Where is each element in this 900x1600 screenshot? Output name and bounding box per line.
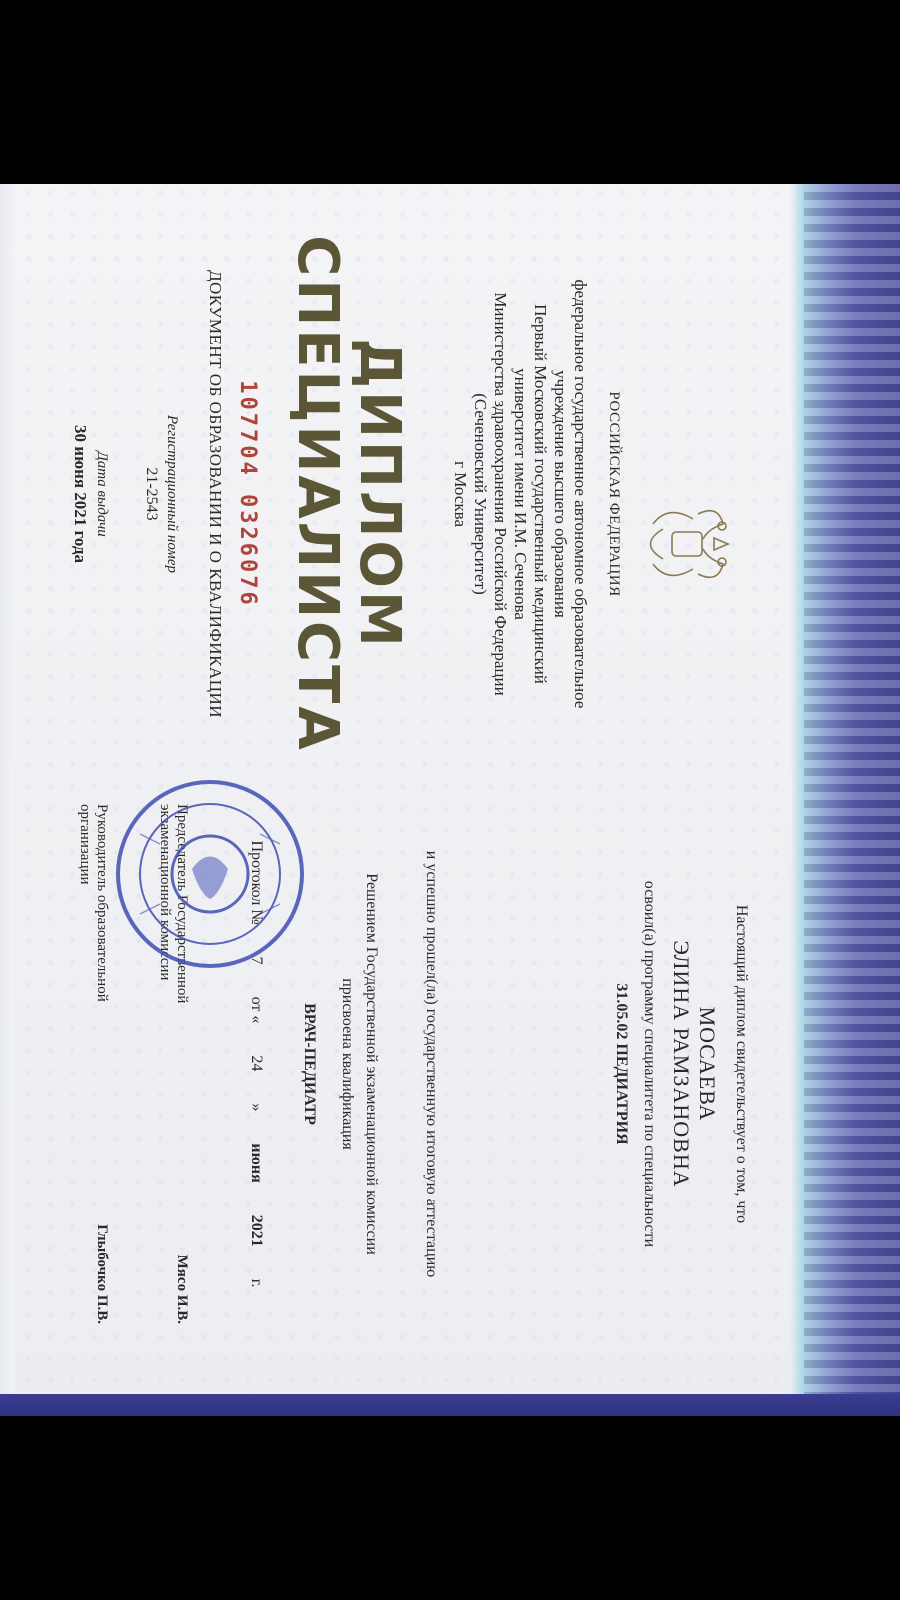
title-line: СПЕЦИАЛИСТА [285, 235, 350, 753]
protocol-label: Протокол № [248, 840, 265, 925]
title-line: ДИПЛОМ [347, 338, 412, 650]
protocol-number: 7 [248, 956, 265, 965]
organization-name [450, 224, 590, 764]
ribbon-edge [790, 184, 804, 1416]
document-type: ДОКУМЕНТ ОБ ОБРАЗОВАНИИ И О КВАЛИФИКАЦИИ [206, 269, 225, 719]
close-quote: » [248, 1103, 265, 1112]
protocol-month: июня [248, 1143, 265, 1183]
issue-date-label: Дата выдачи [94, 451, 110, 537]
program-text: освоил(а) программу специалитета по специальности [641, 880, 658, 1248]
cover-band [0, 1394, 900, 1416]
qualification: ВРАЧ-ПЕДИАТР [301, 1003, 318, 1125]
signature-label: Председатель Государственной экзаменационной комиссии [157, 804, 190, 1004]
intro-text: Настоящий диплом свидетельствует о том, что [733, 904, 750, 1224]
registration-number: 21-2543 [143, 467, 160, 521]
coat-of-arms-icon [628, 484, 748, 604]
org-line: федеральное государственное автономное образовательное [571, 279, 590, 709]
org-line: г Москва [451, 461, 470, 527]
issue-date: 30 июня 2021 года [71, 425, 90, 563]
specialty: 31.05.02 ПЕДИАТРИЯ [613, 983, 630, 1145]
country-name: РОССИЙСКАЯ ФЕДЕРАЦИЯ [606, 391, 622, 597]
org-line: учреждение высшего образования [551, 370, 570, 618]
from-label: от « [248, 996, 265, 1024]
org-line: (Сеченовский Университет) [471, 393, 490, 595]
year-suffix: г. [248, 1278, 265, 1288]
org-line: Министерства здравоохранения Российской Федерации [491, 292, 510, 696]
signature-rector [76, 804, 110, 1324]
decision-text-2: присвоена квалификация [339, 978, 356, 1150]
signature-name: Мясо И.В. [174, 1254, 190, 1324]
official-stamp-icon [110, 774, 310, 974]
decision-text: Решением Государственной экзаменационной комиссии [363, 873, 380, 1255]
signature-name: Глыбочко П.В. [94, 1224, 110, 1324]
registration-label: Регистрационный номер [164, 414, 180, 573]
attestation-text: и успешно прошел(ла) государственную итоговую аттестацию [423, 850, 440, 1278]
graduate-last-name: МОСАЕВА [695, 1006, 720, 1122]
graduate-first-name: ЭЛИНА РАМЗАНОВНА [669, 940, 694, 1188]
diploma-photo [0, 184, 900, 1416]
decorative-ribbon [804, 184, 900, 1416]
protocol-year: 2021 [248, 1214, 265, 1247]
org-line: университет имени И.М. Сеченова [511, 368, 530, 620]
org-line: Первый Московский государственный медицинский [531, 304, 550, 684]
serial-number: 107704 0326076 [235, 380, 260, 608]
signature-label: Руководитель образовательной организации [77, 804, 110, 1002]
protocol-day: 24 [248, 1055, 265, 1072]
diploma-title [286, 224, 410, 764]
diploma-left-column [30, 224, 770, 764]
